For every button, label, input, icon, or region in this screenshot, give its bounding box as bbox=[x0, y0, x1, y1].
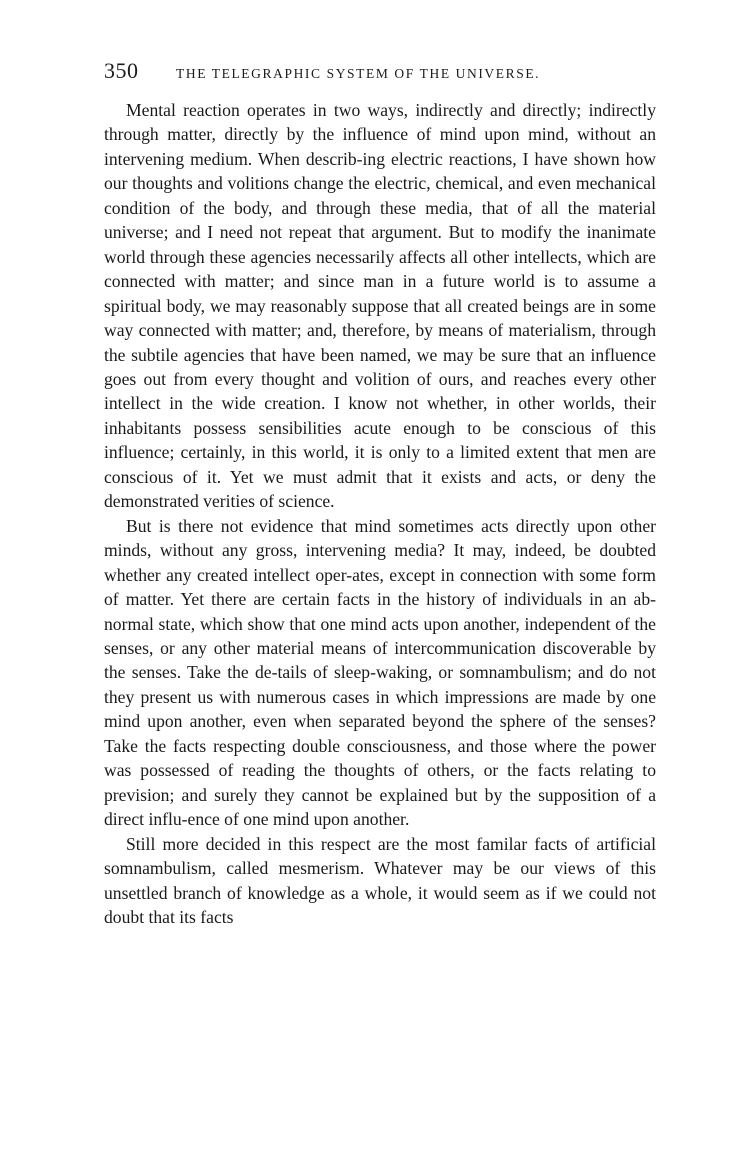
running-title: THE TELEGRAPHIC SYSTEM OF THE UNIVERSE. bbox=[176, 66, 541, 81]
paragraph-1: Mental reaction operates in two ways, indirectly and directly; indirectly through matter, directly by the influence of mind upon mind, without an intervening medium. When describ-ing electric reactions, I have shown how our thoughts and volitions change the electric, chemical, and even mechanical condition of the body, and through these media, that of all the material universe; and I need not repeat that argument. But to modify the inanimate world through these agencies necessarily affects all other intellects, which are connected with matter; and since man in a future world is to assume a spiritual body, we may reasonably suppose that all created beings are in some way connected with matter; and, therefore, by means of materialism, through the subtile agencies that have been named, we may be sure that an influence goes out from every thought and volition of ours, and reaches every other intellect in the wide creation. I know not whether, in other worlds, their inhabitants possess sensibilities acute enough to be conscious of this influence; certainly, in this world, it is only to a limited extent that men are conscious of it. Yet we must admit that it exists and acts, or deny the demonstrated verities of science. bbox=[104, 100, 656, 512]
page-number: 350 bbox=[104, 58, 139, 83]
body-text bbox=[104, 98, 656, 929]
paragraph-3: Still more decided in this respect are the most familar facts of artificial somnambulism, called mesmerism. Whatever may be our views of this unsettled branch of knowledge as a whole, it would seem as if we could not doubt that its facts bbox=[104, 833, 656, 927]
page-header bbox=[104, 58, 664, 88]
paragraph-2: But is there not evidence that mind sometimes acts directly upon other minds, without any gross, intervening media? It may, indeed, be doubted whether any created intellect oper-ates, except in connection with some form of matter. Yet there are certain facts in the history of individuals in an ab-normal state, which show that one mind acts upon another, independent of the senses, or any other material means of intercommunication discoverable by the senses. Take the de-tails of sleep-waking, or somnambulism; and do not they present us with numerous cases in which impressions are made by one mind upon another, even when separated beyond the sphere of the senses? Take the facts respecting double consciousness, and those where the power was possessed of reading the thoughts of others, or the facts relating to prevision; and surely they cannot be explained but by the supposition of a direct influ-ence of one mind upon another. bbox=[104, 515, 656, 830]
